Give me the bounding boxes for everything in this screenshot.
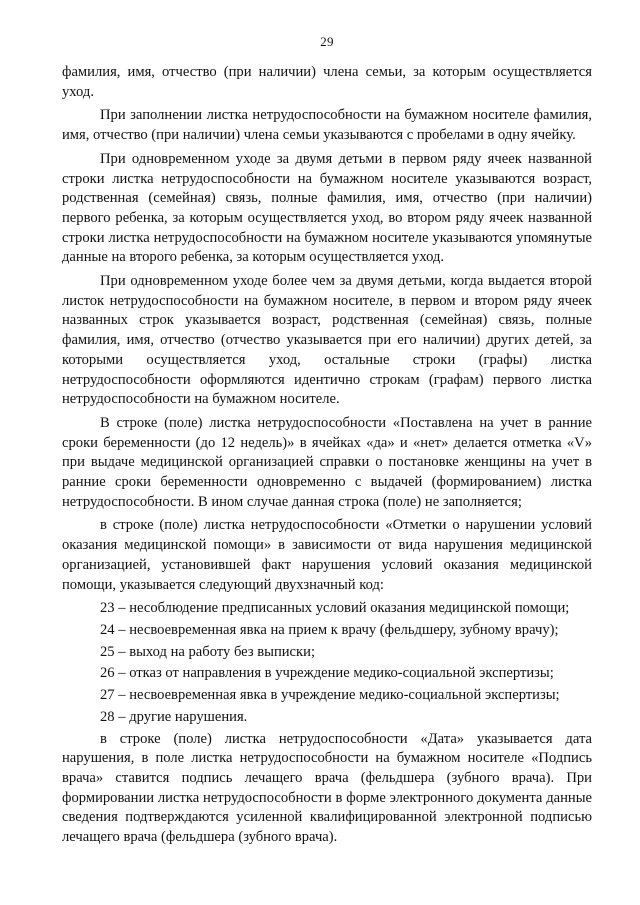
paragraph-violation-marks: в строке (поле) листка нетрудоспособности «Отметки о нарушении условий оказания медицинской помощи» в зависимости от вида нарушения медицинской организацией, установившей факт нарушения условий оказания медицинской помощи, указывается следующий двухзначный код: bbox=[62, 517, 592, 593]
paragraph-two-children-care: При одновременном уходе за двумя детьми в первом ряду ячеек названной строки листка нетрудоспособности на бумажном носителе указываются возраст, родственная (семейная) связь, полные фамилия, имя, отчество (при наличии) первого ребенка, за которым осуществляется уход, во втором ряду ячеек названной строки листка нетрудоспособности на бумажном носителе указываются упомянутые данные на второго ребенка, за которым осуществляется уход. bbox=[62, 150, 592, 266]
violation-code-26: 26 – отказ от направления в учреждение медико-социальной экспертизы; bbox=[100, 665, 554, 682]
paragraph-early-pregnancy-registration: В строке (поле) листка нетрудоспособности «Поставлена на учет в ранние сроки беременности (до 12 недель)» в ячейках «да» и «нет» делается отметка «V» при выдаче медицинской организацией справки о постановке женщины на учет в ранние сроки беременности одновременно с выдачей (формированием) листка нетрудоспособности. В ином случае данная строка (поле) не заполняется; bbox=[62, 414, 592, 510]
paragraph-more-than-two-children: При одновременном уходе более чем за двумя детьми, когда выдается второй листок нетрудоспособности на бумажном носителе, в первом и втором ряду ячеек названных строк указывается возраст, родственная (семейная) связь, полные фамилия, имя, отчество (отчество указывается при его наличии) других детей, за которыми осуществляется уход, остальные строки (графы) листка нетрудоспособности оформляются идентично строкам (графам) первого листка нетрудоспособности на бумажном носителе. bbox=[62, 273, 592, 408]
paragraph-paper-form-spacing: При заполнении листка нетрудоспособности на бумажном носителе фамилия, имя, отчество (при наличии) члена семьи указываются с пробелами в одну ячейку. bbox=[62, 107, 592, 144]
document-body bbox=[62, 63, 592, 852]
violation-code-27: 27 – несвоевременная явка в учреждение медико-социальной экспертизы; bbox=[100, 687, 560, 704]
violation-code-24: 24 – несвоевременная явка на прием к врачу (фельдшеру, зубному врачу); bbox=[100, 621, 559, 638]
violation-code-23: 23 – несоблюдение предписанных условий оказания медицинской помощи; bbox=[100, 600, 570, 617]
paragraph-violation-date: в строке (поле) листка нетрудоспособности «Дата» указывается дата нарушения, в поле листка нетрудоспособности на бумажном носителе «Подпись врача» ставится подпись лечащего врача (фельдшера (зубного врача). При формировании листка нетрудоспособности в форме электронного документа данные сведения подтверждаются усиленной квалифицированной электронной подписью лечащего врача (фельдшера (зубного врача). bbox=[62, 730, 592, 846]
violation-code-28: 28 – другие нарушения. bbox=[100, 708, 248, 725]
violation-code-25: 25 – выход на работу без выписки; bbox=[100, 643, 315, 660]
document-page bbox=[62, 0, 592, 905]
page-number: 29 bbox=[320, 34, 334, 49]
paragraph-continuation: фамилия, имя, отчество (при наличии) члена семьи, за которым осуществляется уход. bbox=[62, 64, 592, 100]
